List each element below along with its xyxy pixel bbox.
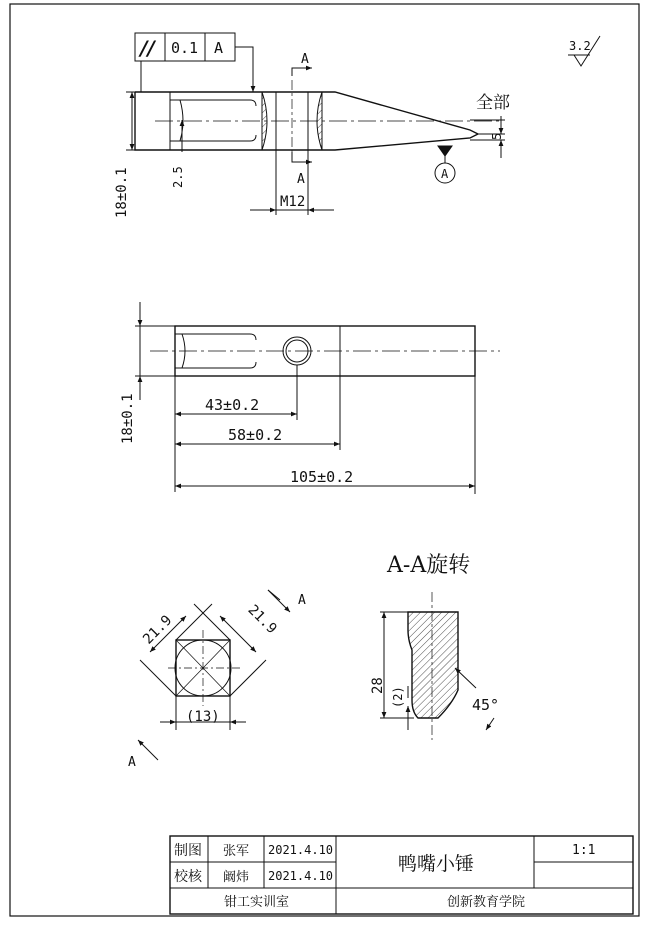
datum-circle-label: A [441, 167, 449, 181]
dim-2-5: 2.5 [171, 166, 185, 188]
tolerance-value: 0.1 [171, 39, 199, 57]
school: 创新教育学院 [447, 895, 526, 910]
top-dim-height: 18±0.1 [120, 393, 136, 444]
scale: 1:1 [572, 843, 596, 858]
end-dim-right: 21.9 [244, 601, 280, 638]
dim-105: 105±0.2 [290, 468, 354, 486]
top-view [135, 302, 500, 494]
end-dim-bottom: (13) [186, 709, 220, 725]
tolerance-symbol: // [140, 36, 155, 60]
drawn-label: 制图 [174, 843, 202, 859]
drawn-date: 2021.4.10 [268, 843, 334, 857]
front-view [126, 68, 505, 215]
section-dim-28: 28 [370, 677, 386, 694]
check-name: 阚炜 [223, 870, 250, 885]
end-dim-left: 21.9 [140, 612, 176, 648]
all-surfaces-label: 全部 [476, 93, 510, 113]
check-date: 2021.4.10 [268, 869, 334, 883]
part-name: 鸭嘴小锤 [398, 853, 475, 875]
surface-finish-value: 3.2 [569, 39, 591, 53]
section-title: A-A旋转 [387, 553, 471, 578]
surface-finish-symbol [568, 36, 600, 66]
front-section-letter-bottom: A [297, 172, 305, 187]
drawing-border [10, 4, 639, 916]
check-label: 校核 [174, 869, 202, 885]
thread-label: M12 [280, 194, 306, 210]
tolerance-datum: A [214, 39, 224, 57]
dim-58: 58±0.2 [228, 426, 283, 444]
end-arrow-label-bottom: A [128, 755, 136, 770]
section-view [380, 592, 494, 740]
drawn-name: 张军 [223, 844, 250, 859]
dim-5: 5 [490, 132, 504, 140]
section-angle: 45° [472, 696, 500, 714]
front-section-letter-top: A [301, 52, 309, 67]
section-dim-2: (2) [391, 686, 405, 708]
end-arrow-label-top: A [298, 593, 306, 608]
department: 钳工实训室 [224, 895, 290, 910]
tolerance-frame [135, 33, 253, 92]
dim-43: 43±0.2 [205, 396, 260, 414]
front-dim-height: 18±0.1 [114, 167, 130, 218]
